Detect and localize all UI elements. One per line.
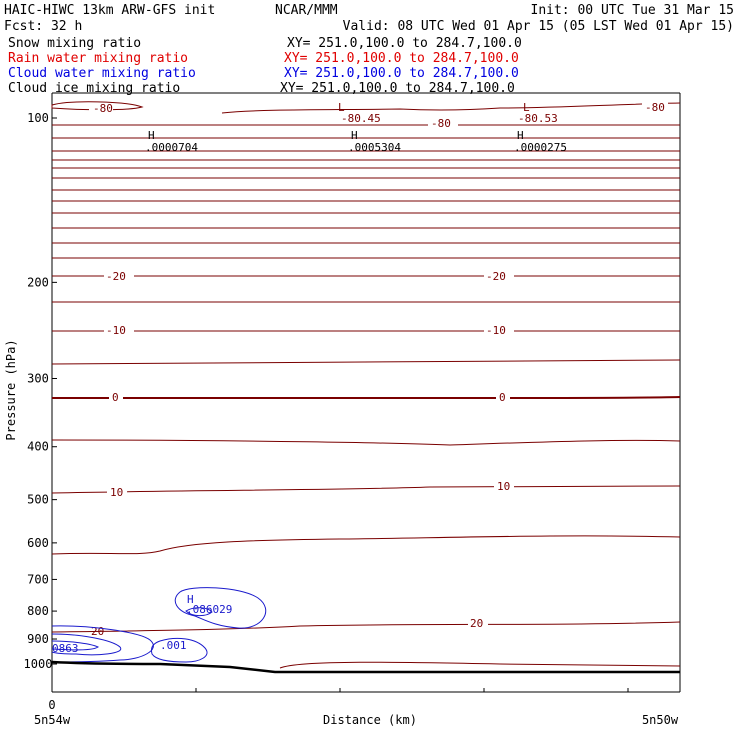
cloud-water-label: 0863 (52, 642, 79, 655)
y-tick-label: 700 (27, 572, 49, 587)
contour-label: -10 (106, 324, 126, 337)
legend-label-cloud-ice: Cloud ice mixing ratio (8, 81, 181, 96)
legend-xy-rain: XY= 251.0,100.0 to 284.7,100.0 (284, 51, 519, 66)
legend-label-rain: Rain water mixing ratio (8, 51, 189, 66)
header-valid: Valid: 08 UTC Wed 01 Apr 15 (05 LST Wed 01 Apr 15) (342, 19, 734, 34)
low-marker: L (523, 101, 530, 114)
cloud-water-labels (52, 593, 232, 655)
y-tick-label: 400 (27, 439, 49, 454)
contour-label: -10 (486, 324, 506, 337)
high-marker: H (517, 129, 524, 142)
x-end-label: 5n50w (641, 713, 679, 727)
header-center: NCAR/MMM (275, 3, 338, 18)
contour-label: 10 (497, 480, 511, 493)
high-marker-value: .0005304 (348, 141, 401, 154)
cloud-water-label: .001 (160, 639, 187, 652)
high-marker-value: .0000275 (514, 141, 567, 154)
contour-label: -20 (486, 270, 506, 283)
y-axis-label: Pressure (hPa) (4, 339, 18, 441)
isotherm-line (52, 397, 680, 398)
y-tick-label: 200 (27, 275, 49, 290)
contour-label: -80 (431, 117, 451, 130)
contour-label: 0 (499, 391, 506, 404)
x-tick-label: 0 (48, 698, 56, 712)
contour-label: -80.45 (341, 112, 381, 125)
legend-xy-cloud-ice: XY= 251.0,100.0 to 284.7,100.0 (280, 81, 515, 96)
legend-label-snow: Snow mixing ratio (8, 36, 142, 51)
high-marker-value: .0000704 (145, 141, 198, 154)
cloud-water-high-marker: H (187, 593, 194, 606)
x-axis-label: Distance (km) (323, 713, 417, 727)
legend-xy-cloud-water: XY= 251.0,100.0 to 284.7,100.0 (284, 66, 519, 81)
header-title: HAIC-HIWC 13km ARW-GFS init (4, 3, 216, 18)
plot-area (24, 93, 680, 692)
y-tick-label: 300 (27, 371, 49, 386)
terrain-line (52, 662, 680, 672)
temperature-contours (52, 102, 680, 668)
isotherm-line (52, 440, 680, 445)
y-tick-label: 100 (27, 111, 49, 125)
contour-label: -80 (93, 102, 113, 115)
y-tick-label: 800 (27, 604, 49, 619)
header-forecast: Fcst: 32 h (4, 19, 83, 34)
high-marker: H (148, 129, 155, 142)
contour-label: 0 (112, 391, 119, 404)
high-marker: H (351, 129, 358, 142)
isotherm-line (280, 662, 680, 668)
contour-label: -20 (106, 270, 126, 283)
contour-label: 20 (91, 625, 105, 638)
cloud-water-contours (52, 588, 266, 662)
legend-label-cloud-water: Cloud water mixing ratio (8, 66, 196, 81)
contour-label: 20 (470, 617, 484, 630)
temperature-labels (91, 101, 665, 638)
header-init: Init: 00 UTC Tue 31 Mar 15 (530, 3, 734, 18)
x-ticks (196, 688, 628, 692)
isotherm-line (222, 103, 680, 113)
isotherm-line (52, 622, 680, 632)
x-start-label: 5n54w (33, 713, 71, 727)
contour-label: -80 (645, 101, 665, 114)
cloud-water-label: .086029 (186, 603, 233, 616)
legend-xy-snow: XY= 251.0,100.0 to 284.7,100.0 (287, 36, 522, 51)
contour-label: 10 (110, 486, 124, 499)
y-tick-label: 900 (27, 632, 49, 647)
isotherm-line (52, 360, 680, 364)
label-backgrounds (89, 102, 668, 629)
y-tick-label: 1000 (23, 657, 53, 671)
contour-label: -80.53 (518, 112, 558, 125)
y-tick-label: 600 (27, 535, 49, 550)
low-marker: L (338, 101, 345, 114)
isotherm-line (52, 536, 680, 554)
isotherm-line (52, 486, 680, 493)
y-tick-label: 500 (27, 492, 49, 507)
legend (8, 36, 522, 96)
